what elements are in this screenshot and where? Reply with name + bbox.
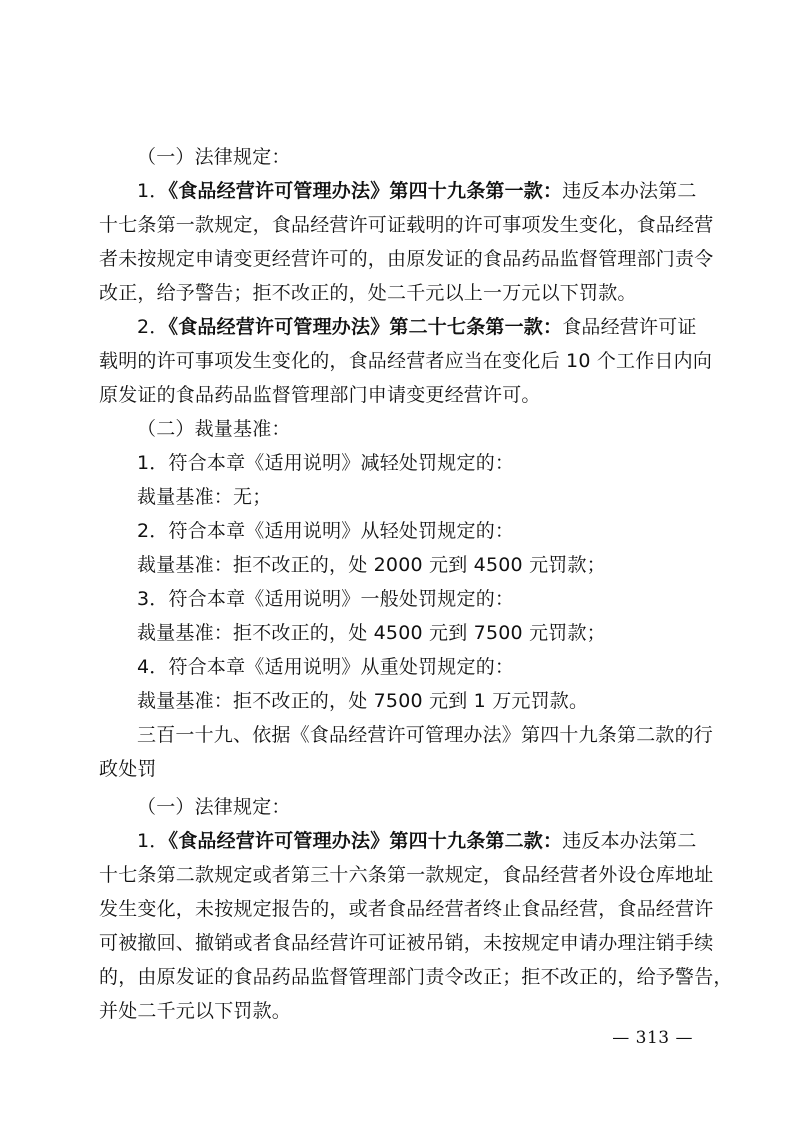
section-heading-legal-provisions: （一）法律规定：	[137, 146, 291, 168]
provision-title: 《食品经营许可管理办法》第二十七条第一款：	[168, 316, 563, 338]
provision-item-3-line-6: 并处二千元以下罚款。	[99, 1000, 292, 1022]
discretion-item-3: 3．符合本章《适用说明》一般处罚规定的：	[137, 588, 515, 610]
provision-title: 《食品经营许可管理办法》第四十九条第一款：	[168, 180, 563, 202]
provision-text: 违反本办法第二	[562, 180, 697, 202]
provision-text: 违反本办法第二	[562, 830, 697, 852]
item-number: 1．	[137, 180, 169, 202]
provision-title: 《食品经营许可管理办法》第四十九条第二款：	[168, 830, 563, 852]
page-number: — 313 —	[612, 1028, 693, 1048]
section-heading-legal-provisions-2: （一）法律规定：	[137, 796, 291, 818]
discretion-standard-4: 裁量基准：拒不改正的，处 7500 元到 1 万元罚款。	[137, 690, 589, 712]
provision-item-2-line-3: 原发证的食品药品监督管理部门申请变更经营许可。	[99, 384, 541, 406]
provision-item-1-line-3: 者未按规定申请变更经营许可的，由原发证的食品药品监督管理部门责令	[99, 248, 714, 270]
provision-item-2-line-2: 载明的许可事项发生变化的，食品经营者应当在变化后 10 个工作日内向	[99, 350, 713, 372]
article-319-heading-line-1: 三百一十九、依据《食品经营许可管理办法》第四十九条第二款的行	[137, 724, 714, 746]
provision-item-3-line-2: 十七条第二款规定或者第三十六条第一款规定，食品经营者外设仓库地址	[99, 864, 714, 886]
provision-text: 食品经营许可证	[562, 316, 697, 338]
provision-item-1-line-2: 十七条第一款规定，食品经营许可证载明的许可事项发生变化，食品经营	[99, 214, 714, 236]
discretion-standard-3: 裁量基准：拒不改正的，处 4500 元到 7500 元罚款；	[137, 622, 606, 644]
provision-item-1-line-1	[137, 174, 737, 208]
provision-item-3-line-4: 可被撤回、撤销或者食品经营许可证被吊销，未按规定申请办理注销手续	[99, 932, 714, 954]
discretion-item-4: 4．符合本章《适用说明》从重处罚规定的：	[137, 656, 515, 678]
provision-item-3-line-3: 发生变化，未按规定报告的，或者食品经营者终止食品经营，食品经营许	[99, 898, 714, 920]
provision-item-1-line-4: 改正，给予警告；拒不改正的，处二千元以上一万元以下罚款。	[99, 282, 637, 304]
provision-item-3-line-5: 的，由原发证的食品药品监督管理部门责令改正；拒不改正的，给予警告，	[99, 966, 733, 988]
item-number: 2．	[137, 316, 169, 338]
provision-item-3-line-1	[137, 824, 737, 858]
discretion-item-1: 1．符合本章《适用说明》减轻处罚规定的：	[137, 452, 515, 474]
discretion-standard-1: 裁量基准：无；	[137, 486, 272, 508]
article-319-heading-line-2: 政处罚	[99, 758, 157, 780]
discretion-item-2: 2．符合本章《适用说明》从轻处罚规定的：	[137, 520, 515, 542]
section-heading-discretion-standard: （二）裁量基准：	[137, 418, 291, 440]
provision-item-2-line-1	[137, 310, 737, 344]
discretion-standard-2: 裁量基准：拒不改正的，处 2000 元到 4500 元罚款；	[137, 554, 606, 576]
item-number: 1．	[137, 830, 169, 852]
